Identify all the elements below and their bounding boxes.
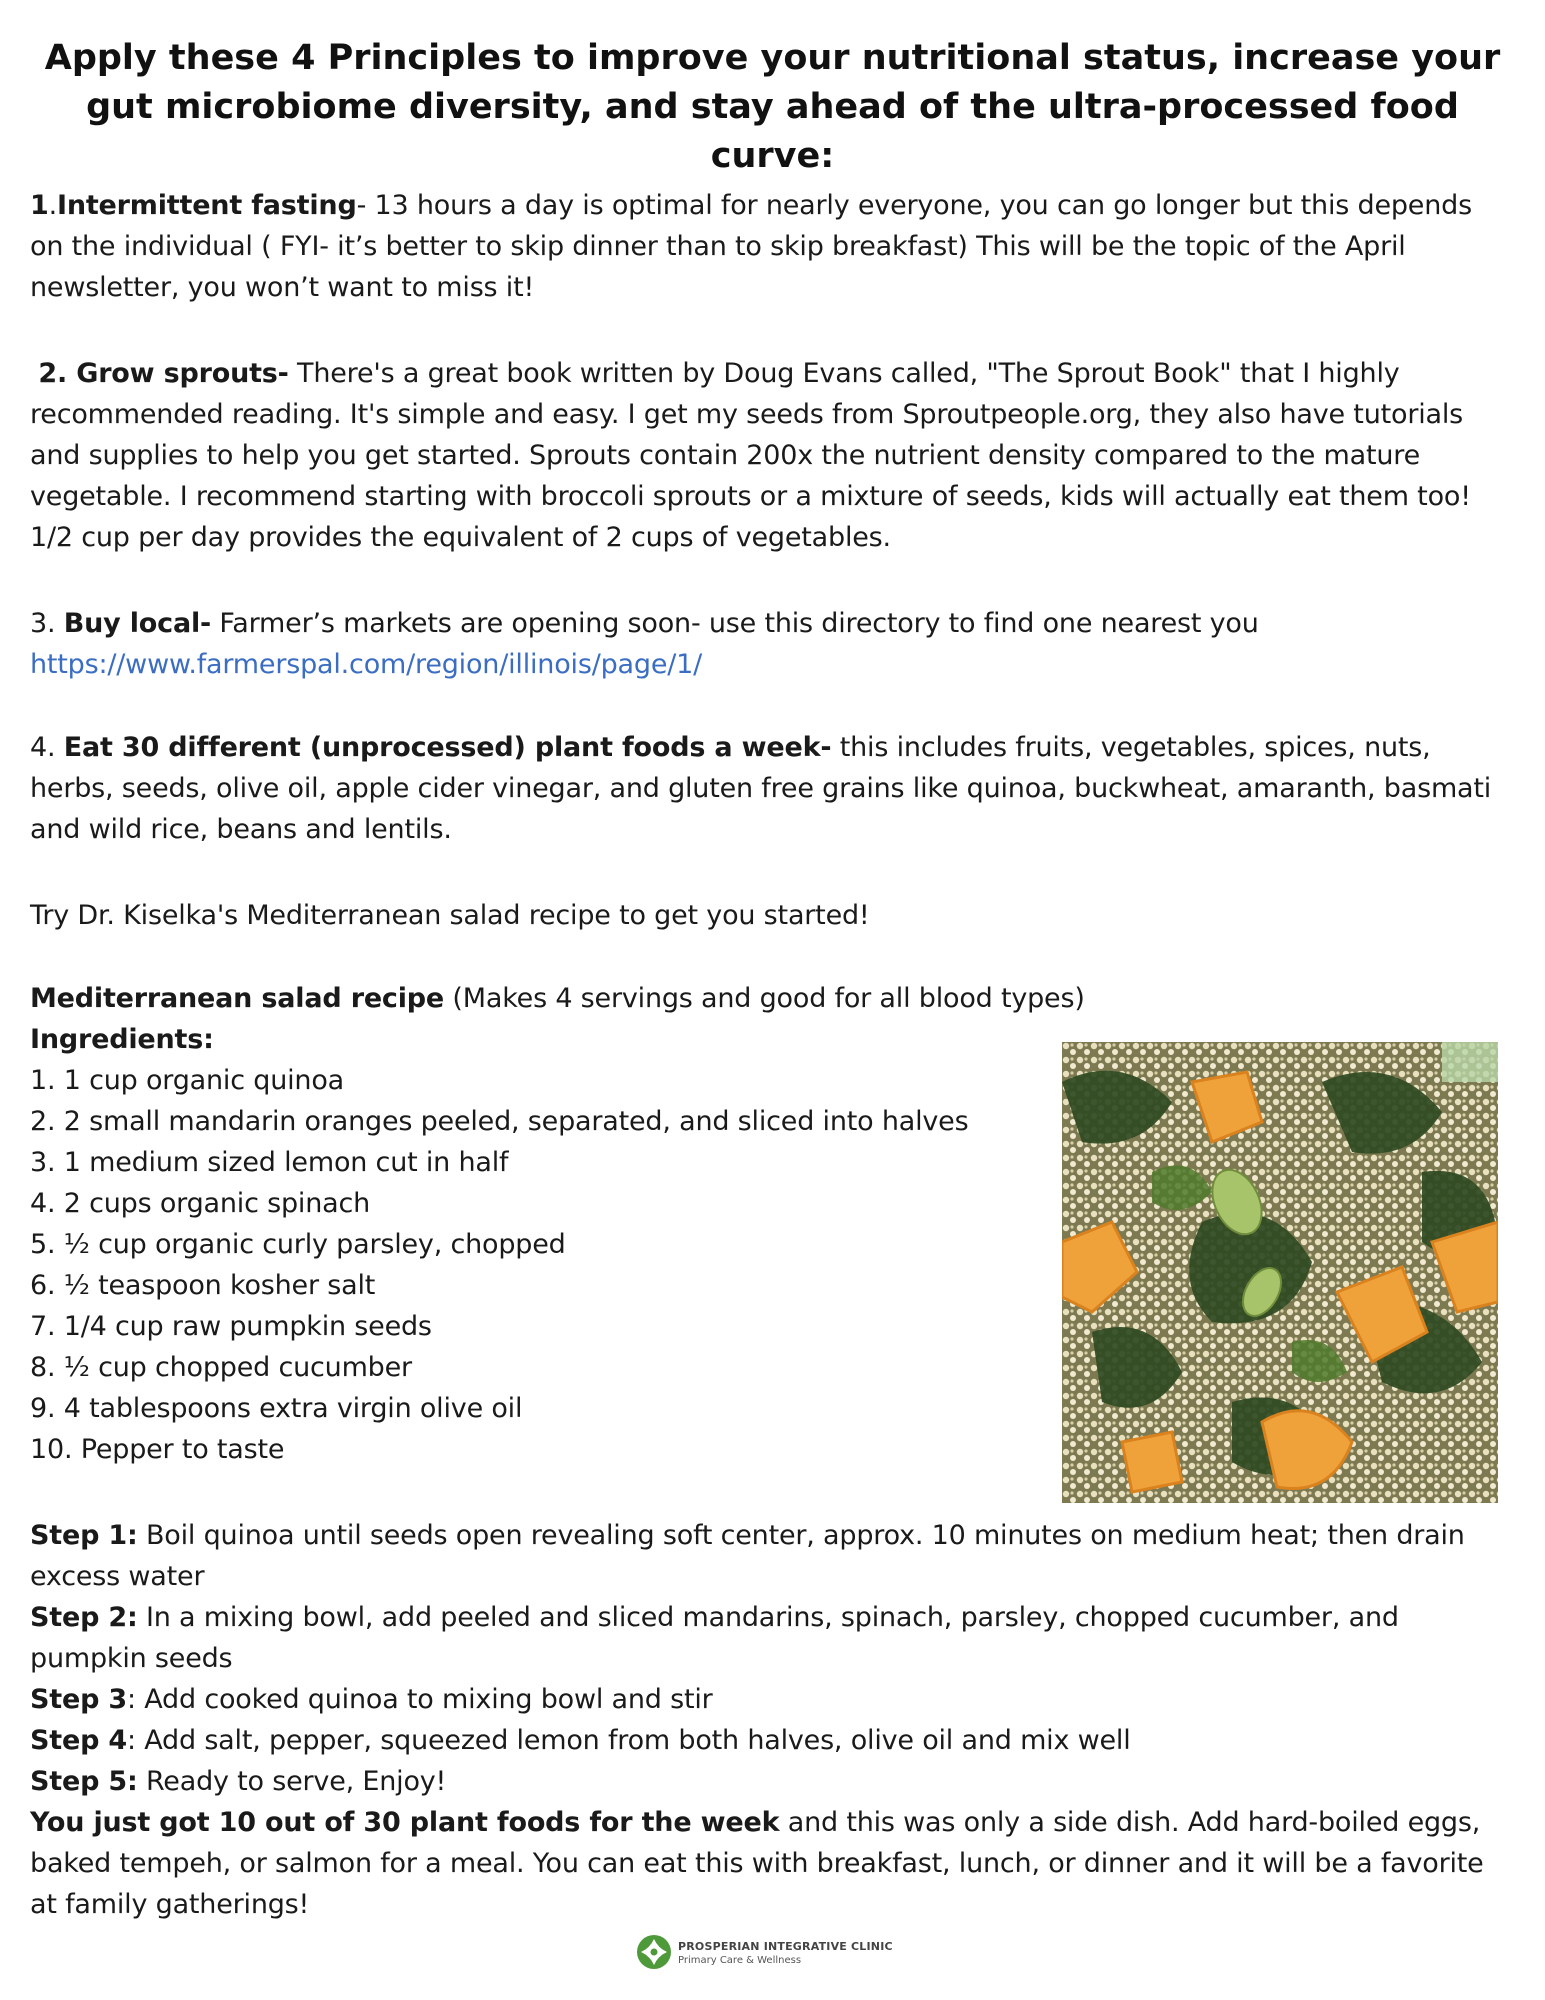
principle-3-number: 3. <box>30 608 64 639</box>
closing-bold: You just got 10 out of 30 plant foods for the week <box>30 1807 780 1838</box>
step-label: Step 3 <box>30 1684 127 1715</box>
recipe-title: Mediterranean salad recipe <box>30 983 445 1014</box>
ingredient-item: 10. Pepper to taste <box>30 1434 285 1465</box>
step-item <box>30 1761 1510 1802</box>
principle-2 <box>30 353 1510 558</box>
step-label: Step 2: <box>30 1602 138 1633</box>
step-text: Boil quinoa until seeds open revealing soft center, approx. 10 minutes on medium heat; then drain excess water <box>30 1520 1465 1592</box>
ingredient-item: 8. ½ cup chopped cucumber <box>30 1352 412 1383</box>
ingredient-item: 9. 4 tablespoons extra virgin olive oil <box>30 1393 523 1424</box>
principle-1-heading: Intermittent fasting <box>56 190 357 221</box>
clinic-logo <box>636 1932 893 1976</box>
principle-4-heading: Eat 30 different (unprocessed) plant foods a week- <box>63 732 832 763</box>
principle-4 <box>30 727 1510 850</box>
step-label: Step 1: <box>30 1520 138 1551</box>
step-label: Step 4 <box>30 1725 127 1756</box>
principle-3-heading: Buy local- <box>63 608 212 639</box>
clinic-name: PROSPERIAN INTEGRATIVE CLINIC <box>678 1940 893 1953</box>
ingredient-item: 5. ½ cup organic curly parsley, chopped <box>30 1229 566 1260</box>
principle-2-heading: 2. Grow sprouts- <box>38 358 289 389</box>
recipe-subtitle: (Makes 4 servings and good for all blood types) <box>444 983 1085 1014</box>
salad-photo <box>1062 1042 1498 1503</box>
principle-1 <box>30 185 1510 308</box>
clinic-tagline: Primary Care & Wellness <box>678 1955 802 1966</box>
ingredient-item: 2. 2 small mandarin oranges peeled, separated, and sliced into halves <box>30 1106 969 1137</box>
principle-3 <box>30 603 1510 685</box>
ingredient-item: 4. 2 cups organic spinach <box>30 1188 371 1219</box>
closing-text: and this was only a side dish. Add hard-boiled eggs, baked tempeh, or salmon for a meal. You can eat this with breakfast, lunch, or dinner and it will be a favorite at family gatherings! <box>30 1807 1484 1920</box>
step-label: Step 5: <box>30 1766 138 1797</box>
recipe-intro-text: Try Dr. Kiselka's Mediterranean salad recipe to get you started! <box>30 900 870 931</box>
principle-2-text: There's a great book written by Doug Evans called, "The Sprout Book" that I highly recommended reading. It's simple and easy. I get my seeds from Sproutpeople.org, they also have tutorials and supplies to help you get started. Sprouts contain 200x the nutrient density compared to the mature vegetable. I recommend starting with broccoli sprouts or a mixture of seeds, kids will actually eat them too! 1/2 cup per day provides the equivalent of 2 cups of vegetables. <box>30 358 1471 553</box>
clinic-cross-logo-icon <box>636 1934 672 1974</box>
step-text: In a mixing bowl, add peeled and sliced mandarins, spinach, parsley, chopped cucumber, and pumpkin seeds <box>30 1602 1399 1674</box>
ingredient-item: 6. ½ teaspoon kosher salt <box>30 1270 376 1301</box>
ingredient-item: 7. 1/4 cup raw pumpkin seeds <box>30 1311 432 1342</box>
step-item <box>30 1720 1510 1761</box>
ingredients-heading: Ingredients: <box>30 1024 214 1055</box>
page-title: Apply these 4 Principles to improve your nutritional status, increase your gut microbiome diversity, and stay ahead of the ultra-processed food curve: <box>44 38 1501 176</box>
step-text: : Add salt, pepper, squeezed lemon from both halves, olive oil and mix well <box>126 1725 1131 1756</box>
step-text: : Add cooked quinoa to mixing bowl and stir <box>126 1684 713 1715</box>
step-text: Ready to serve, Enjoy! <box>137 1766 447 1797</box>
principle-1-text: - 13 hours a day is optimal for nearly everyone, you can go longer but this depends on the individual ( FYI- it’s better to skip dinner than to skip breakfast) This will be the topic of the April newsletter, you won’t want to miss it! <box>30 190 1472 303</box>
ingredient-item: 3. 1 medium sized lemon cut in half <box>30 1147 509 1178</box>
principle-4-text: this includes fruits, vegetables, spices, nuts, herbs, seeds, olive oil, apple cider vinegar, and gluten free grains like quinoa, buckwheat, amaranth, basmati and wild rice, beans and lentils. <box>30 732 1492 845</box>
recipe-steps <box>30 1515 1510 1925</box>
step-item <box>30 1679 1510 1720</box>
farmers-market-link[interactable]: https://www.farmerspal.com/region/illinois/page/1/ <box>30 649 703 680</box>
principle-1-number: 1 <box>30 190 49 221</box>
ingredient-item: 1. 1 cup organic quinoa <box>30 1065 344 1096</box>
principle-4-number: 4. <box>30 732 64 763</box>
step-item <box>30 1515 1510 1597</box>
closing-note <box>30 1802 1510 1925</box>
step-item <box>30 1597 1510 1679</box>
principle-1-sep: . <box>48 190 57 221</box>
recipe-intro <box>30 895 1510 936</box>
principle-3-text: Farmer’s markets are opening soon- use this directory to find one nearest you <box>211 608 1259 639</box>
